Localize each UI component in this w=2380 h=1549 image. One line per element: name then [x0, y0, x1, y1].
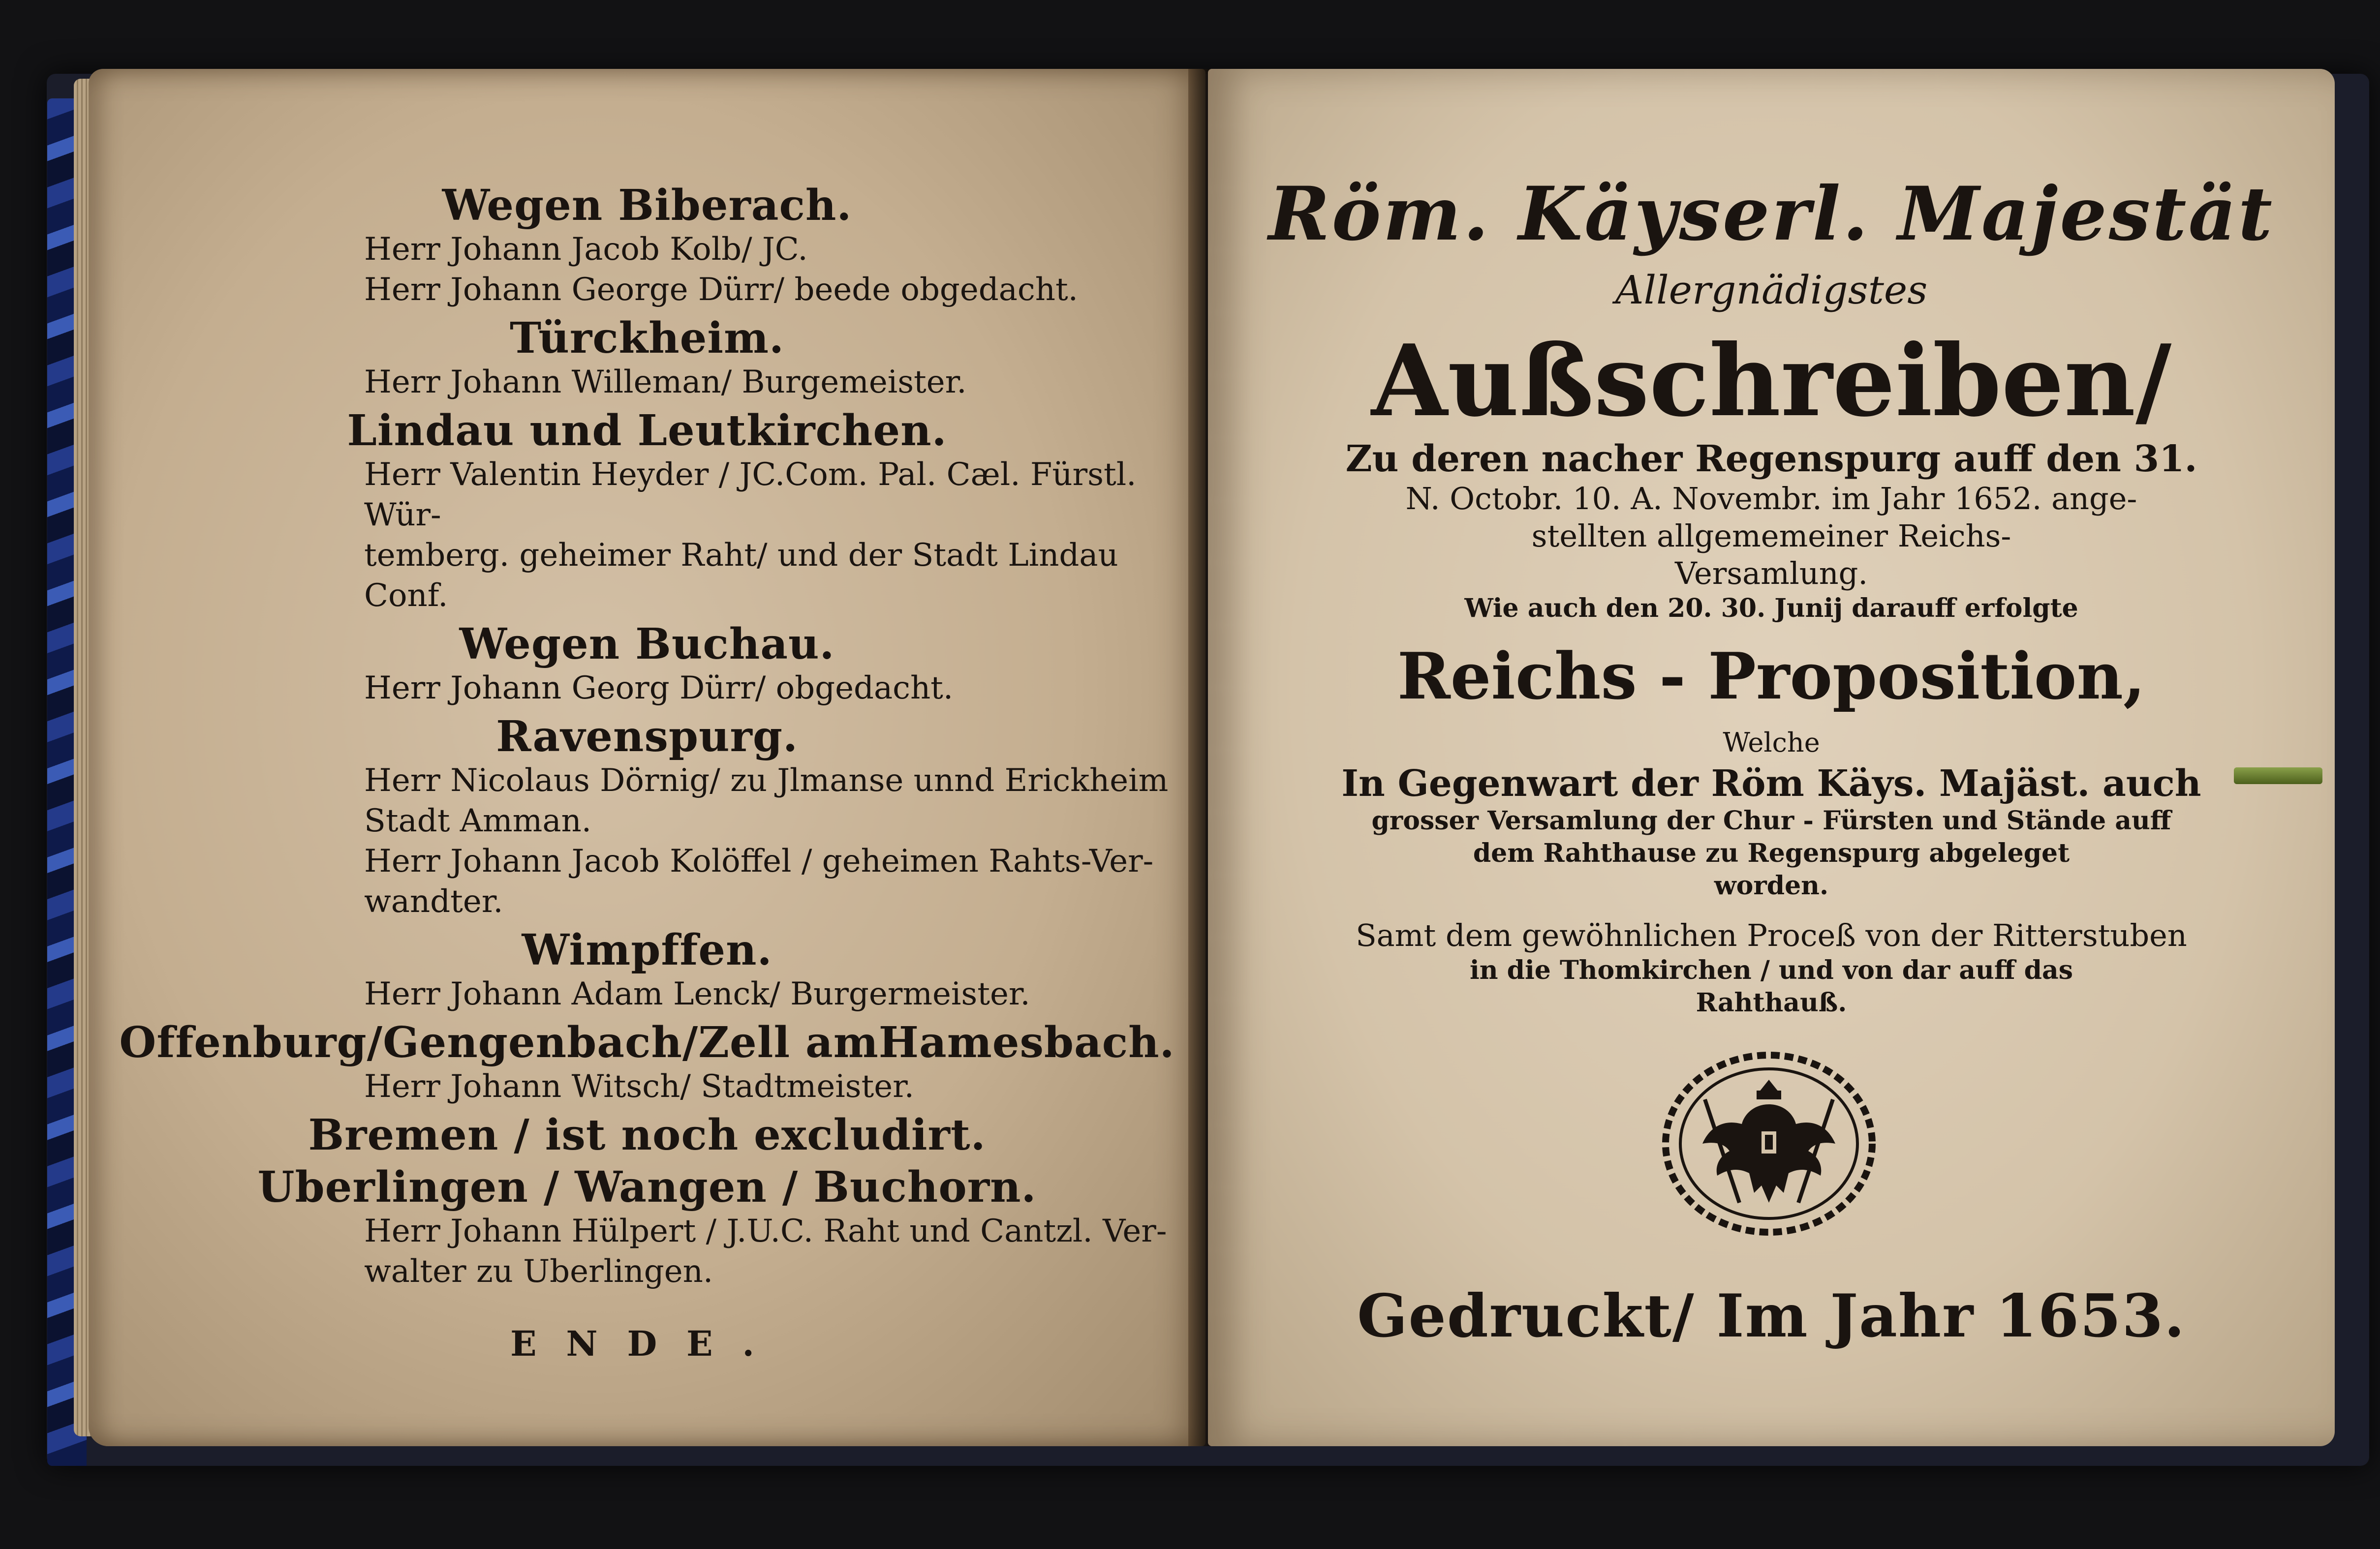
title-reichs-proposition: Reichs - Proposition, — [1397, 638, 2146, 714]
section-heading: Offenburg/Gengenbach/Zell amHamesbach. — [119, 1018, 1175, 1067]
entry-line: wandter. — [364, 883, 503, 920]
section-heading: Wimpffen. — [522, 925, 773, 975]
ende-text: ENDE. — [510, 1323, 784, 1364]
title-line-wie: Wie auch den 20. 30. Junij darauff erfolgte — [1464, 593, 2078, 623]
title-line-3: stellten allgememeiner Reichs- — [1531, 518, 2011, 554]
title-line-gegenwart: In Gegenwart der Röm Käys. Majäst. auch — [1341, 762, 2201, 805]
entry-line: temberg. geheimer Raht/ und der Stadt Lindau Conf. — [364, 537, 1118, 614]
entry-line: Stadt Amman. — [364, 803, 592, 839]
entry-line: Herr Johann Witsch/ Stadtmeister. — [364, 1068, 914, 1105]
entry-line: Herr Johann Jacob Kolb/ JC. — [364, 231, 808, 268]
title-majestat: Röm. Käyserl. Majestät — [1268, 171, 2275, 257]
entry-line: Herr Johann Jacob Kolöffel / geheimen Rahts-Ver- — [364, 843, 1154, 880]
entry-line: Herr Johann Hülpert / J.U.C. Raht und Cantzl. Ver- — [364, 1213, 1167, 1249]
imprint-gedruckt: Gedruckt/ Im Jahr 1653. — [1357, 1281, 2186, 1351]
section-heading: Türckheim. — [510, 313, 784, 363]
title-line-worden: worden. — [1714, 871, 1829, 901]
subtitle-allergnadigstes: Allergnädigstes — [1615, 267, 1928, 313]
bookmark-ribbon — [2234, 767, 2322, 784]
imperial-eagle-emblem-icon — [1656, 1045, 1882, 1242]
entry-line: Herr Johann Willeman/ Burgemeister. — [364, 364, 967, 400]
entry-line: walter zu Uberlingen. — [364, 1253, 713, 1290]
title-page-text — [1208, 172, 2335, 1019]
left-page — [89, 69, 1205, 1446]
title-line-rahthause: dem Rahthause zu Regenspurg abgeleget — [1473, 838, 2070, 868]
section-heading: Ravenspurg. — [496, 712, 798, 761]
section-heading: Wegen Biberach. — [442, 181, 852, 230]
entry-line: Herr Valentin Heyder / JC.Com. Pal. Cæl. Fürstl. Wür- — [364, 456, 1137, 533]
section-heading: Lindau und Leutkirchen. — [347, 406, 947, 456]
section-heading: Uberlingen / Wangen / Buchorn. — [257, 1162, 1037, 1212]
left-page-text — [89, 177, 1205, 1292]
entry-line: Herr Nicolaus Dörnig/ zu Jlmanse unnd Erickheim — [364, 762, 1169, 799]
section-heading: Wegen Buchau. — [459, 619, 835, 669]
title-line-rahthaus: Rahthauß. — [1696, 988, 1847, 1018]
title-line-1: Zu deren nacher Regenspurg auff den 31. — [1345, 438, 2197, 480]
title-line-thomkirchen: in die Thomkirchen / und von dar auff das — [1470, 955, 2073, 985]
title-line-4: Versamlung. — [1674, 555, 1868, 591]
title-line-grosser: grosser Versamlung der Chur - Fürsten und Stände auff — [1371, 806, 2171, 836]
main-title-ausschreiben: Außschreiben/ — [1371, 323, 2172, 439]
entry-line: Herr Johann Adam Lenck/ Burgermeister. — [364, 976, 1030, 1012]
entry-line: Herr Johann George Dürr/ beede obgedacht. — [364, 272, 1078, 308]
title-line-2: N. Octobr. 10. A. Novembr. im Jahr 1652. ange- — [1405, 481, 2137, 516]
entry-line: Herr Johann Georg Dürr/ obgedacht. — [364, 670, 954, 706]
right-page — [1208, 69, 2335, 1446]
title-line-samt: Samt dem gewöhnlichen Proceß von der Ritterstuben — [1356, 917, 2187, 953]
title-welche: Welche — [1723, 727, 1820, 758]
section-heading: Bremen / ist noch excludirt. — [308, 1110, 986, 1160]
